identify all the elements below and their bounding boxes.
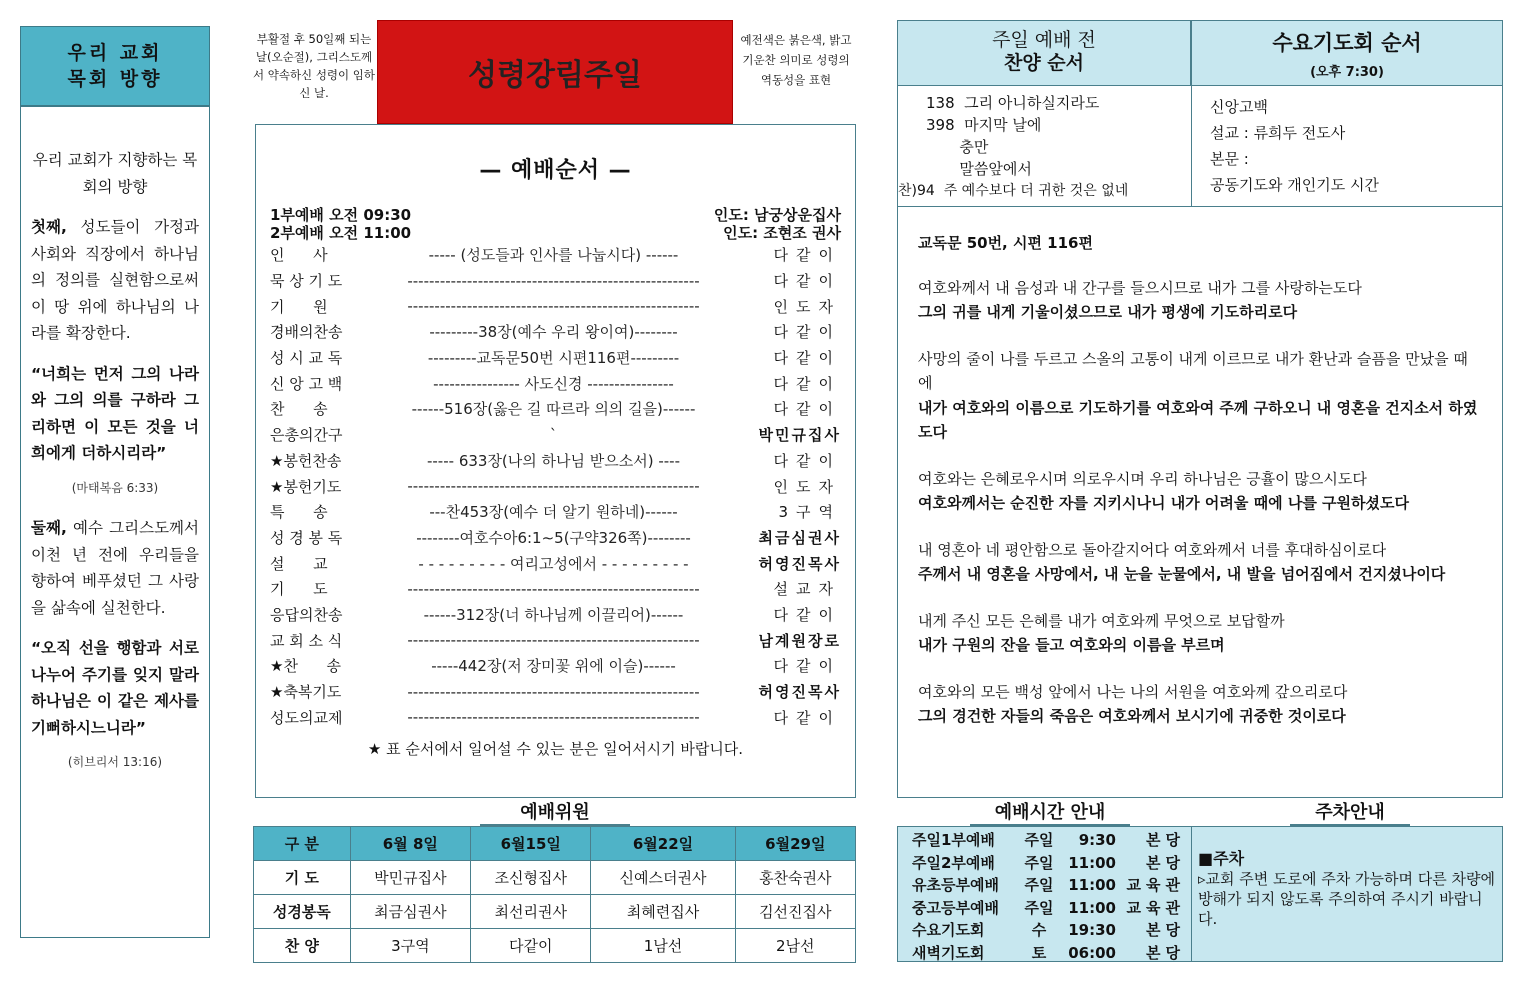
- vision-first-label: 첫째,: [31, 218, 67, 236]
- order-item-detail: ------------------------------------------------------: [407, 682, 700, 701]
- schedule-time: 11:00: [1068, 853, 1116, 872]
- order-item-detail: `: [549, 425, 558, 444]
- reading-leader: 여호와의 모든 백성 앞에서 나는 나의 서원을 여호와께 갚으리로다: [918, 682, 1348, 701]
- standing-note: ★ 표 순서에서 일어설 수 있는 분은 일어서시기 바랍니다.: [367, 740, 744, 759]
- order-item: [270, 448, 841, 474]
- reading-para: [918, 609, 1482, 658]
- order-item-leader: 남계원장로: [758, 631, 841, 650]
- order-item: [270, 370, 841, 396]
- order-item-detail: --------여호수아6:1∼5(구약326쪽)--------: [416, 528, 691, 547]
- schedule-time: 11:00: [1068, 876, 1116, 894]
- service-2-row: [270, 224, 841, 242]
- roster-header: 6월 8일: [350, 827, 470, 861]
- reading-people: 여호와께서는 순진한 자를 지키시나니 내가 어려울 때에 나를 구원하셨도다: [918, 494, 1409, 512]
- order-item-name: 성도의교제: [270, 708, 343, 727]
- schedule-row: [912, 919, 1185, 942]
- praise-item: 398 마지막 날에: [926, 116, 1042, 134]
- order-item-name: 응답의찬송: [270, 605, 343, 624]
- order-item-leader: 인도자: [773, 477, 841, 496]
- order-item: [270, 602, 841, 628]
- schedule-name: 유초등부예배: [912, 876, 999, 894]
- order-item-leader: 허영진목사: [758, 683, 841, 702]
- order-item-detail: ------------------------------------------------------: [407, 477, 700, 496]
- parking-title: 주차안내: [1290, 798, 1410, 826]
- order-item-leader: 허영진목사: [758, 554, 841, 573]
- praise-item: 말씀앞에서: [926, 160, 1032, 178]
- schedule-loc: 교육관: [1126, 876, 1185, 894]
- schedule-row: [912, 829, 1185, 852]
- order-item-detail: ---------------- 사도신경 ----------------: [433, 374, 674, 393]
- order-item-leader: 인도자: [773, 297, 841, 316]
- order-item: [270, 396, 841, 422]
- order-item: [270, 576, 841, 602]
- worship-order: [255, 124, 856, 798]
- praise-header: [897, 20, 1191, 86]
- order-item: [270, 525, 841, 551]
- reading-people: 내가 여호와의 이름으로 기도하기를 여호와여 주께 구하오니 내 영혼을 건지소서 하였도다: [918, 398, 1478, 441]
- roster-cell: 최금심권사: [350, 895, 470, 929]
- roster-cell: 최혜련집사: [591, 895, 735, 929]
- order-item-detail: ------312장(너 하나님께 이끌리어)------: [423, 605, 684, 624]
- order-list: [270, 242, 841, 730]
- order-item: [270, 499, 841, 525]
- order-item-leader: 다같이: [773, 374, 841, 393]
- schedule-loc: 본당: [1146, 943, 1185, 962]
- schedule-day: 주일: [1024, 853, 1054, 872]
- order-item-detail: ------------------------------------------------------: [407, 579, 700, 598]
- praise-title-2: 찬양 순서: [1003, 52, 1085, 74]
- reading-leader: 내 영혼아 네 평안함으로 돌아갈지어다 여호와께서 너를 후대하심이로다: [918, 540, 1387, 559]
- schedule-row: [912, 942, 1185, 965]
- reading-title: 교독문 50번, 시편 116편: [918, 234, 1093, 252]
- order-item-name: 경배의찬송: [270, 323, 343, 342]
- order-item-detail: ----- 633장(나의 하나님 받으소서) ----: [426, 451, 681, 470]
- schedule-day: 주일: [1024, 831, 1054, 849]
- service-1-row: [270, 206, 841, 224]
- schedule-name: 중고등부예배: [912, 898, 999, 917]
- reading-leader: 내게 주신 모든 은혜를 내가 여호와께 무엇으로 보답할까: [918, 611, 1285, 630]
- praise-item: 찬)94 주 예수보다 더 귀한 것은 없네: [898, 183, 1129, 199]
- order-item-detail: ---------38장(예수 우리 왕이여)--------: [429, 323, 678, 342]
- schedule-row: [912, 897, 1185, 920]
- reading-para: [918, 276, 1482, 325]
- order-item-name: 성 경 봉 독: [270, 528, 343, 547]
- vision-header: [20, 26, 210, 106]
- order-item-name: 기 도: [270, 580, 328, 599]
- order-item-name: 교 회 소 식: [270, 631, 343, 650]
- vision-quote-1: “너희는 먼저 그의 나라와 그의 의를 구하라 그리하면 이 모든 것을 너희에게 더하시리라”: [31, 364, 199, 462]
- order-item: [270, 293, 841, 319]
- order-item: [270, 550, 841, 576]
- roster-table: [253, 826, 856, 963]
- reading-people: 그의 경건한 자들의 죽음은 여호와께서 보시기에 귀중한 것이로다: [918, 707, 1346, 725]
- roster-row: [254, 861, 856, 895]
- order-item: [270, 422, 841, 448]
- order-item-detail: ------------------------------------------------------: [407, 708, 700, 727]
- schedule-list: [898, 827, 1192, 961]
- vision-first-text: 성도들이 가정과 사회와 직장에서 하나님의 정의를 실현함으로써 이 땅 위에 하나님의 나라를 확장한다.: [31, 218, 199, 342]
- roster-header: 구 분: [254, 827, 351, 861]
- order-item-name: 묵 상 기 도: [270, 272, 343, 291]
- roster-header: 6월22일: [591, 827, 735, 861]
- schedule-time: 06:00: [1068, 943, 1116, 962]
- reading-para: [918, 347, 1482, 445]
- order-item-leader: 다같이: [773, 451, 841, 470]
- wednesday-item: 신앙고백: [1210, 98, 1268, 116]
- order-item-leader: 다같이: [773, 323, 841, 342]
- vision-ref-1: (마태복음 6:33): [71, 480, 159, 495]
- wednesday-title: 수요기도회 순서: [1272, 31, 1422, 55]
- wednesday-list: [1191, 86, 1503, 206]
- parking-text: ▹교회 주변 도로에 주차 가능하며 다른 차량에 방해가 되지 않도록 주의하여 주시기 바랍니다.: [1198, 870, 1495, 928]
- order-item-leader: 다같이: [773, 246, 841, 265]
- vision-body: [20, 106, 210, 938]
- roster-cell: 기 도: [254, 861, 351, 895]
- roster-header-row: [254, 827, 856, 861]
- order-item-name: ★봉헌기도: [270, 477, 342, 496]
- service-2-leader: 인도: 조현조 권사: [723, 224, 841, 242]
- vision-second-label: 둘째,: [31, 519, 67, 537]
- order-item-name: 찬 송: [270, 400, 328, 419]
- worship-order-title: — 예배순서 —: [479, 158, 632, 183]
- vision-ref-2: (히브리서 13:16): [67, 755, 163, 769]
- roster-cell: 박민규집사: [350, 861, 470, 895]
- order-item-detail: ---찬453장(예수 더 알기 원하네)------: [429, 503, 678, 522]
- order-item-detail: ------------------------------------------------------: [407, 271, 700, 290]
- reading-leader: 여호와는 은혜로우시며 의로우시며 우리 하나님은 긍휼이 많으시도다: [918, 469, 1367, 488]
- order-item: [270, 653, 841, 679]
- wednesday-time: (오후 7:30): [1310, 65, 1384, 80]
- order-item-leader: 다같이: [773, 657, 841, 676]
- order-item: [270, 242, 841, 268]
- schedule-name: 수요기도회: [912, 921, 985, 939]
- roster-title: 예배위원: [480, 798, 630, 826]
- pentecost-note: 부활절 후 50일째 되는 날(오순절), 그리스도께서 약속하신 성령이 임하신 날.: [252, 32, 376, 100]
- order-item: [270, 268, 841, 294]
- page-title: 성령강림주일: [377, 20, 733, 124]
- schedule-title: 예배시간 안내: [970, 798, 1130, 826]
- roster-row: [254, 895, 856, 929]
- order-item-leader: 다같이: [773, 400, 841, 419]
- responsive-reading: [897, 206, 1503, 798]
- vision-quote-2: “오직 선을 행함과 서로 나누어 주기를 잊지 말라 하나님은 이 같은 제사를 기뻐하시느니라”: [31, 639, 199, 737]
- order-item: [270, 679, 841, 705]
- order-item: [270, 627, 841, 653]
- roster-cell: 찬 양: [254, 929, 351, 963]
- service-2-time: 2부예배 오전 11:00: [270, 224, 412, 242]
- vision-second: [31, 515, 199, 621]
- roster-cell: 신예스더권사: [591, 861, 735, 895]
- schedule-loc: 교육관: [1126, 898, 1185, 917]
- vision-first: [31, 214, 199, 347]
- schedule-loc: 본당: [1146, 921, 1185, 939]
- service-1-leader: 인도: 남궁상운집사: [713, 206, 841, 224]
- wednesday-item: 본문 :: [1210, 150, 1249, 168]
- order-item-name: 은총의간구: [270, 426, 343, 445]
- praise-item: 충만: [926, 138, 989, 156]
- order-item-detail: - - - - - - - - - 여리고성에서 - - - - - - - - -: [418, 554, 689, 573]
- roster-cell: 조신형집사: [471, 861, 591, 895]
- praise-item: 138 그리 아니하실지라도: [926, 94, 1100, 112]
- roster-header: 6월15일: [471, 827, 591, 861]
- order-item-detail: ------------------------------------------------------: [407, 631, 700, 650]
- order-item-detail: ------------------------------------------------------: [407, 297, 700, 316]
- reading-para: [918, 467, 1482, 516]
- roster-cell: 성경봉독: [254, 895, 351, 929]
- schedule-row: [912, 874, 1185, 897]
- schedule-loc: 본당: [1146, 853, 1185, 872]
- schedule-day: 주일: [1024, 898, 1054, 917]
- schedule-loc: 본당: [1146, 831, 1185, 849]
- reading-people: 내가 구원의 잔을 들고 여호와의 이름을 부르며: [918, 636, 1225, 654]
- order-item-leader: 3구역: [778, 503, 841, 522]
- schedule-name: 새벽기도회: [912, 943, 985, 962]
- order-item: [270, 704, 841, 730]
- schedule-day: 토: [1031, 943, 1047, 962]
- reading-people: 주께서 내 영혼을 사망에서, 내 눈을 눈물에서, 내 발을 넘어짐에서 건지셨나이다: [918, 565, 1446, 583]
- roster-cell: 1남선: [591, 929, 735, 963]
- order-item-leader: 다같이: [773, 605, 841, 624]
- vision-title-2: 목회 방향: [67, 68, 163, 90]
- order-item-leader: 다같이: [773, 349, 841, 368]
- wednesday-item: 설교 : 류희두 전도사: [1210, 124, 1346, 142]
- order-item-leader: 최금심권사: [758, 528, 841, 547]
- service-1-time: 1부예배 오전 09:30: [270, 206, 412, 224]
- order-item-name: ★찬 송: [270, 657, 342, 676]
- order-item-name: 설 교: [270, 554, 328, 573]
- order-item-name: ★봉헌찬송: [270, 451, 342, 470]
- order-item-name: 인 사: [270, 246, 328, 265]
- roster-cell: 2남선: [735, 929, 855, 963]
- schedule-day: 수: [1031, 921, 1047, 939]
- order-item-leader: 설교자: [773, 580, 841, 599]
- praise-list: [897, 86, 1191, 206]
- roster-row: [254, 929, 856, 963]
- schedule-name: 주일2부예배: [912, 853, 995, 872]
- wednesday-item: 공동기도와 개인기도 시간: [1210, 176, 1379, 194]
- order-item: [270, 319, 841, 345]
- schedule-time: 11:00: [1068, 898, 1116, 917]
- reading-para: [918, 680, 1482, 729]
- schedule-row: [912, 852, 1185, 875]
- reading-leader: 여호와께서 내 음성과 내 간구를 들으시므로 내가 그를 사랑하는도다: [918, 278, 1362, 297]
- roster-cell: 최선리권사: [471, 895, 591, 929]
- order-item-detail: ---------교독문50번 시편116편---------: [427, 349, 680, 368]
- vision-title-1: 우리 교회: [67, 42, 163, 64]
- order-item-name: ★축복기도: [270, 683, 342, 702]
- schedule-parking-box: [897, 826, 1503, 962]
- schedule-time: 9:30: [1078, 831, 1116, 849]
- wednesday-header: [1191, 20, 1503, 86]
- order-item-detail: ------516장(옳은 길 따르라 의의 길을)------: [411, 400, 696, 419]
- roster-cell: 김선진집사: [735, 895, 855, 929]
- parking-info: [1192, 827, 1502, 961]
- order-item: [270, 473, 841, 499]
- reading-people: 그의 귀를 내게 기울이셨으므로 내가 평생에 기도하리로다: [918, 303, 1298, 321]
- order-item-leader: 다같이: [773, 708, 841, 727]
- roster-cell: 다같이: [471, 929, 591, 963]
- order-item-name: 신 앙 고 백: [270, 374, 343, 393]
- order-item: [270, 345, 841, 371]
- order-item-leader: 다같이: [773, 272, 841, 291]
- parking-label: ■주차: [1198, 849, 1245, 868]
- roster-cell: 3구역: [350, 929, 470, 963]
- liturgical-color-note: 예전색은 붉은색, 밝고 기운찬 의미로 성령의 역동성을 표현: [740, 33, 852, 87]
- order-item-name: 기 원: [270, 297, 328, 316]
- order-item-name: 특 송: [270, 503, 328, 522]
- vision-intro: 우리 교회가 지향하는 목회의 방향: [32, 151, 198, 196]
- praise-title-1: 주일 예배 전: [992, 29, 1096, 51]
- schedule-day: 주일: [1024, 876, 1054, 894]
- order-item-leader: 박민규집사: [758, 426, 841, 445]
- vision-second-text: 예수 그리스도께서 이천 년 전에 우리들을 향하여 베푸셨던 그 사랑을 삶속에 실천한다.: [31, 519, 199, 617]
- reading-para: [918, 538, 1482, 587]
- roster-header: 6월29일: [735, 827, 855, 861]
- order-item-detail: ----- (성도들과 인사를 나눕시다) ------: [428, 246, 679, 265]
- reading-leader: 사망의 줄이 나를 두르고 스올의 고통이 내게 이르므로 내가 환난과 슬픔을 만났을 때에: [918, 349, 1468, 392]
- schedule-time: 19:30: [1068, 921, 1116, 939]
- roster-cell: 홍찬숙권사: [735, 861, 855, 895]
- order-item-detail: -----442장(저 장미꽃 위에 이슬)------: [431, 657, 676, 676]
- order-item-name: 성 시 교 독: [270, 349, 343, 368]
- schedule-name: 주일1부예배: [912, 831, 995, 849]
